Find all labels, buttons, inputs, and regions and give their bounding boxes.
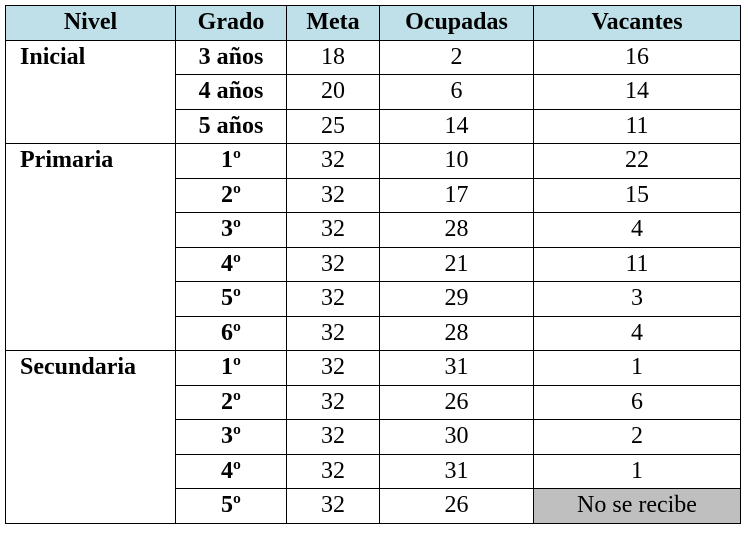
grado-cell: 3º	[176, 213, 287, 248]
ocupadas-cell: 31	[380, 351, 534, 386]
ocupadas-cell: 28	[380, 213, 534, 248]
meta-cell: 32	[287, 213, 380, 248]
meta-cell: 18	[287, 40, 380, 75]
header-meta: Meta	[287, 6, 380, 41]
meta-cell: 20	[287, 75, 380, 110]
grado-cell: 4 años	[176, 75, 287, 110]
ocupadas-cell: 6	[380, 75, 534, 110]
meta-cell: 25	[287, 109, 380, 144]
nivel-cell: Inicial	[6, 40, 176, 144]
ocupadas-cell: 29	[380, 282, 534, 317]
grado-cell: 1º	[176, 351, 287, 386]
ocupadas-cell: 28	[380, 316, 534, 351]
vacantes-cell: 4	[534, 316, 741, 351]
ocupadas-cell: 26	[380, 489, 534, 524]
grado-cell: 2º	[176, 178, 287, 213]
meta-cell: 32	[287, 489, 380, 524]
ocupadas-cell: 21	[380, 247, 534, 282]
vacantes-cell: 15	[534, 178, 741, 213]
grado-cell: 6º	[176, 316, 287, 351]
ocupadas-cell: 30	[380, 420, 534, 455]
grado-cell: 5º	[176, 282, 287, 317]
grado-cell: 1º	[176, 144, 287, 179]
vacantes-cell: 11	[534, 109, 741, 144]
vacantes-cell: 11	[534, 247, 741, 282]
header-row	[6, 6, 741, 41]
header-grado: Grado	[176, 6, 287, 41]
vacancy-table-container	[5, 5, 741, 524]
header-nivel: Nivel	[6, 6, 176, 41]
table-row	[6, 351, 741, 386]
meta-cell: 32	[287, 351, 380, 386]
vacantes-cell-not-accepted: No se recibe	[534, 489, 741, 524]
vacancy-table	[5, 5, 741, 524]
ocupadas-cell: 14	[380, 109, 534, 144]
grado-cell: 5 años	[176, 109, 287, 144]
meta-cell: 32	[287, 178, 380, 213]
vacantes-cell: 4	[534, 213, 741, 248]
ocupadas-cell: 17	[380, 178, 534, 213]
meta-cell: 32	[287, 420, 380, 455]
table-body	[6, 40, 741, 523]
vacantes-cell: 14	[534, 75, 741, 110]
nivel-cell: Primaria	[6, 144, 176, 351]
meta-cell: 32	[287, 454, 380, 489]
vacantes-cell: 1	[534, 351, 741, 386]
grado-cell: 5º	[176, 489, 287, 524]
meta-cell: 32	[287, 316, 380, 351]
grado-cell: 2º	[176, 385, 287, 420]
vacantes-cell: 1	[534, 454, 741, 489]
meta-cell: 32	[287, 144, 380, 179]
grado-cell: 4º	[176, 247, 287, 282]
ocupadas-cell: 2	[380, 40, 534, 75]
header-vacantes: Vacantes	[534, 6, 741, 41]
vacantes-cell: 2	[534, 420, 741, 455]
grado-cell: 3 años	[176, 40, 287, 75]
meta-cell: 32	[287, 247, 380, 282]
header-ocupadas: Ocupadas	[380, 6, 534, 41]
nivel-cell: Secundaria	[6, 351, 176, 524]
grado-cell: 4º	[176, 454, 287, 489]
vacantes-cell: 22	[534, 144, 741, 179]
vacantes-cell: 6	[534, 385, 741, 420]
table-row	[6, 144, 741, 179]
meta-cell: 32	[287, 385, 380, 420]
ocupadas-cell: 10	[380, 144, 534, 179]
grado-cell: 3º	[176, 420, 287, 455]
ocupadas-cell: 31	[380, 454, 534, 489]
vacantes-cell: 3	[534, 282, 741, 317]
meta-cell: 32	[287, 282, 380, 317]
vacantes-cell: 16	[534, 40, 741, 75]
ocupadas-cell: 26	[380, 385, 534, 420]
table-row	[6, 40, 741, 75]
